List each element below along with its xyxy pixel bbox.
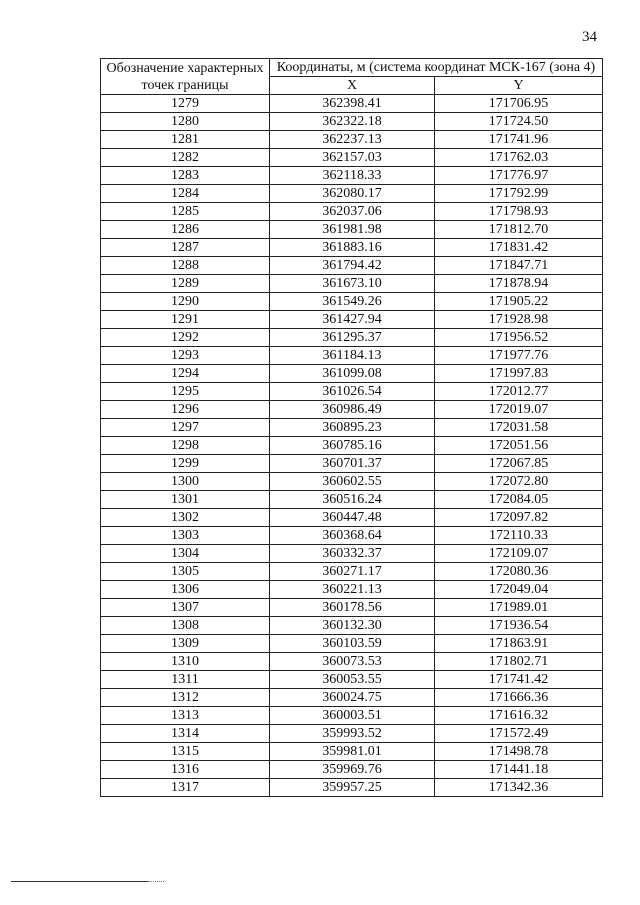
x-coordinate-cell: 361981.98 <box>270 221 435 239</box>
y-coordinate-cell: 171792.99 <box>435 185 603 203</box>
table-row <box>101 95 603 113</box>
x-coordinate-cell: 361099.08 <box>270 365 435 383</box>
x-coordinate-cell: 362237.13 <box>270 131 435 149</box>
table-row <box>101 113 603 131</box>
y-coordinate-cell: 171847.71 <box>435 257 603 275</box>
point-id-cell: 1295 <box>101 383 270 401</box>
x-coordinate-cell: 360986.49 <box>270 401 435 419</box>
table-row <box>101 563 603 581</box>
point-id-cell: 1294 <box>101 365 270 383</box>
x-coordinate-cell: 360895.23 <box>270 419 435 437</box>
y-coordinate-cell: 171741.96 <box>435 131 603 149</box>
point-id-cell: 1287 <box>101 239 270 257</box>
table-row <box>101 599 603 617</box>
table-row <box>101 635 603 653</box>
x-coordinate-cell: 360221.13 <box>270 581 435 599</box>
point-id-cell: 1282 <box>101 149 270 167</box>
point-id-cell: 1279 <box>101 95 270 113</box>
table-row <box>101 419 603 437</box>
x-coordinate-cell: 360271.17 <box>270 563 435 581</box>
x-coordinate-cell: 361295.37 <box>270 329 435 347</box>
table-row <box>101 383 603 401</box>
point-id-cell: 1304 <box>101 545 270 563</box>
point-id-cell: 1288 <box>101 257 270 275</box>
point-id-cell: 1309 <box>101 635 270 653</box>
y-column-header: Y <box>435 77 603 95</box>
point-id-cell: 1314 <box>101 725 270 743</box>
table-row <box>101 707 603 725</box>
x-coordinate-cell: 360602.55 <box>270 473 435 491</box>
y-coordinate-cell: 171776.97 <box>435 167 603 185</box>
x-column-header: X <box>270 77 435 95</box>
x-coordinate-cell: 359981.01 <box>270 743 435 761</box>
table-row <box>101 725 603 743</box>
y-coordinate-cell: 172084.05 <box>435 491 603 509</box>
table-row <box>101 527 603 545</box>
point-id-cell: 1281 <box>101 131 270 149</box>
x-coordinate-cell: 359957.25 <box>270 779 435 797</box>
table-row <box>101 293 603 311</box>
point-id-cell: 1296 <box>101 401 270 419</box>
y-coordinate-cell: 171936.54 <box>435 617 603 635</box>
y-coordinate-cell: 172072.80 <box>435 473 603 491</box>
y-coordinate-cell: 171863.91 <box>435 635 603 653</box>
y-coordinate-cell: 172019.07 <box>435 401 603 419</box>
x-coordinate-cell: 360332.37 <box>270 545 435 563</box>
x-coordinate-cell: 360073.53 <box>270 653 435 671</box>
x-coordinate-cell: 362322.18 <box>270 113 435 131</box>
y-coordinate-cell: 171878.94 <box>435 275 603 293</box>
point-id-cell: 1310 <box>101 653 270 671</box>
table-row <box>101 779 603 797</box>
x-coordinate-cell: 360368.64 <box>270 527 435 545</box>
y-coordinate-cell: 172049.04 <box>435 581 603 599</box>
table-row <box>101 473 603 491</box>
point-id-cell: 1290 <box>101 293 270 311</box>
table-row <box>101 275 603 293</box>
table-row <box>101 437 603 455</box>
point-id-cell: 1313 <box>101 707 270 725</box>
table-row <box>101 167 603 185</box>
y-coordinate-cell: 172080.36 <box>435 563 603 581</box>
y-coordinate-cell: 171706.95 <box>435 95 603 113</box>
y-coordinate-cell: 171812.70 <box>435 221 603 239</box>
table-row <box>101 491 603 509</box>
x-coordinate-cell: 360132.30 <box>270 617 435 635</box>
table-row <box>101 743 603 761</box>
x-coordinate-cell: 361026.54 <box>270 383 435 401</box>
point-id-cell: 1317 <box>101 779 270 797</box>
table-row <box>101 311 603 329</box>
coordinates-header: Координаты, м (система координат МСК-167 (зона 4) <box>270 59 603 77</box>
x-coordinate-cell: 359993.52 <box>270 725 435 743</box>
page-number: 34 <box>582 29 597 45</box>
footnote-rule <box>11 881 148 882</box>
table-row <box>101 221 603 239</box>
point-id-cell: 1316 <box>101 761 270 779</box>
footnote-dots <box>148 881 164 883</box>
y-coordinate-cell: 172110.33 <box>435 527 603 545</box>
x-coordinate-cell: 359969.76 <box>270 761 435 779</box>
point-id-cell: 1280 <box>101 113 270 131</box>
table-row <box>101 581 603 599</box>
x-coordinate-cell: 362118.33 <box>270 167 435 185</box>
point-id-cell: 1307 <box>101 599 270 617</box>
x-coordinate-cell: 360053.55 <box>270 671 435 689</box>
point-id-cell: 1297 <box>101 419 270 437</box>
point-id-cell: 1302 <box>101 509 270 527</box>
point-id-cell: 1298 <box>101 437 270 455</box>
x-coordinate-cell: 360785.16 <box>270 437 435 455</box>
point-id-cell: 1315 <box>101 743 270 761</box>
table-row <box>101 203 603 221</box>
point-id-cell: 1286 <box>101 221 270 239</box>
y-coordinate-cell: 172109.07 <box>435 545 603 563</box>
point-id-cell: 1285 <box>101 203 270 221</box>
point-id-cell: 1299 <box>101 455 270 473</box>
coordinates-table <box>100 58 603 797</box>
table-row <box>101 347 603 365</box>
table-body <box>101 95 603 797</box>
y-coordinate-cell: 171724.50 <box>435 113 603 131</box>
x-coordinate-cell: 360701.37 <box>270 455 435 473</box>
x-coordinate-cell: 362157.03 <box>270 149 435 167</box>
point-id-cell: 1291 <box>101 311 270 329</box>
table-row <box>101 365 603 383</box>
point-id-cell: 1306 <box>101 581 270 599</box>
table-row <box>101 239 603 257</box>
point-id-cell: 1308 <box>101 617 270 635</box>
y-coordinate-cell: 171666.36 <box>435 689 603 707</box>
point-id-cell: 1303 <box>101 527 270 545</box>
point-id-cell: 1289 <box>101 275 270 293</box>
x-coordinate-cell: 362037.06 <box>270 203 435 221</box>
y-coordinate-cell: 171498.78 <box>435 743 603 761</box>
y-coordinate-cell: 171741.42 <box>435 671 603 689</box>
y-coordinate-cell: 172051.56 <box>435 437 603 455</box>
x-coordinate-cell: 360178.56 <box>270 599 435 617</box>
y-coordinate-cell: 171997.83 <box>435 365 603 383</box>
y-coordinate-cell: 171616.32 <box>435 707 603 725</box>
y-coordinate-cell: 172012.77 <box>435 383 603 401</box>
y-coordinate-cell: 171905.22 <box>435 293 603 311</box>
y-coordinate-cell: 171928.98 <box>435 311 603 329</box>
y-coordinate-cell: 172097.82 <box>435 509 603 527</box>
x-coordinate-cell: 361794.42 <box>270 257 435 275</box>
point-label-header: Обозначение характерных точек границы <box>101 59 270 95</box>
y-coordinate-cell: 171802.71 <box>435 653 603 671</box>
table-row <box>101 617 603 635</box>
table-row <box>101 653 603 671</box>
point-id-cell: 1305 <box>101 563 270 581</box>
x-coordinate-cell: 360516.24 <box>270 491 435 509</box>
table-row <box>101 185 603 203</box>
point-id-cell: 1311 <box>101 671 270 689</box>
y-coordinate-cell: 172067.85 <box>435 455 603 473</box>
y-coordinate-cell: 171441.18 <box>435 761 603 779</box>
table-row <box>101 401 603 419</box>
y-coordinate-cell: 171956.52 <box>435 329 603 347</box>
y-coordinate-cell: 171342.36 <box>435 779 603 797</box>
y-coordinate-cell: 171572.49 <box>435 725 603 743</box>
point-id-cell: 1284 <box>101 185 270 203</box>
x-coordinate-cell: 362398.41 <box>270 95 435 113</box>
x-coordinate-cell: 361427.94 <box>270 311 435 329</box>
y-coordinate-cell: 171762.03 <box>435 149 603 167</box>
table-row <box>101 131 603 149</box>
y-coordinate-cell: 171831.42 <box>435 239 603 257</box>
point-id-cell: 1300 <box>101 473 270 491</box>
x-coordinate-cell: 361549.26 <box>270 293 435 311</box>
x-coordinate-cell: 361184.13 <box>270 347 435 365</box>
table-row <box>101 671 603 689</box>
x-coordinate-cell: 361673.10 <box>270 275 435 293</box>
point-id-cell: 1312 <box>101 689 270 707</box>
table-row <box>101 455 603 473</box>
x-coordinate-cell: 362080.17 <box>270 185 435 203</box>
table-row <box>101 149 603 167</box>
x-coordinate-cell: 360103.59 <box>270 635 435 653</box>
y-coordinate-cell: 171989.01 <box>435 599 603 617</box>
x-coordinate-cell: 361883.16 <box>270 239 435 257</box>
table-row <box>101 761 603 779</box>
table-row <box>101 329 603 347</box>
y-coordinate-cell: 171977.76 <box>435 347 603 365</box>
y-coordinate-cell: 172031.58 <box>435 419 603 437</box>
y-coordinate-cell: 171798.93 <box>435 203 603 221</box>
x-coordinate-cell: 360447.48 <box>270 509 435 527</box>
table-row <box>101 689 603 707</box>
x-coordinate-cell: 360024.75 <box>270 689 435 707</box>
table-row <box>101 257 603 275</box>
table-row <box>101 545 603 563</box>
point-id-cell: 1292 <box>101 329 270 347</box>
point-id-cell: 1301 <box>101 491 270 509</box>
x-coordinate-cell: 360003.51 <box>270 707 435 725</box>
table-row <box>101 509 603 527</box>
point-id-cell: 1283 <box>101 167 270 185</box>
point-id-cell: 1293 <box>101 347 270 365</box>
